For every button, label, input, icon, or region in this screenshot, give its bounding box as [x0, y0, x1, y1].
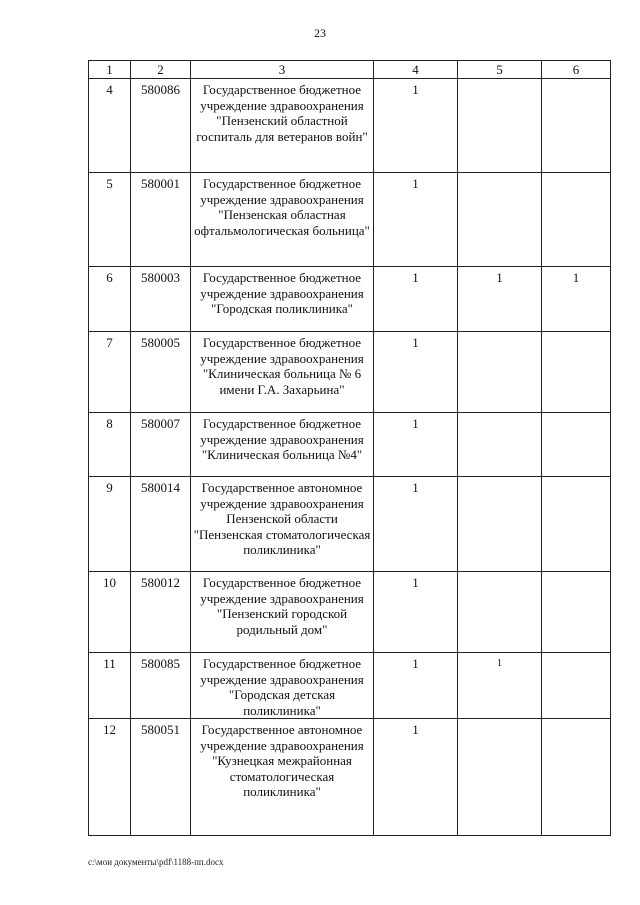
cell-col-4: 1: [374, 477, 458, 572]
cell-col-4: 1: [374, 719, 458, 836]
cell-col-4: 1: [374, 653, 458, 719]
table-row: [89, 572, 611, 653]
cell-col-4: 1: [374, 173, 458, 267]
institution-name: Государственное бюджетное учреждение здравоохранения "Пензенский областной госпиталь для ветеранов войн": [191, 79, 374, 173]
row-number: 10: [89, 572, 131, 653]
cell-col-4: 1: [374, 79, 458, 173]
institution-name: Государственное автономное учреждение здравоохранения Пензенской области "Пензенская стоматологическая поликлиника": [191, 477, 374, 572]
institution-name: Государственное бюджетное учреждение здравоохранения "Городская поликлиника": [191, 267, 374, 332]
cell-col-6: [542, 173, 611, 267]
header-col-3: 3: [191, 61, 374, 79]
row-number: 8: [89, 413, 131, 477]
cell-col-5: 1: [458, 267, 542, 332]
header-col-5: 5: [458, 61, 542, 79]
file-path-footer: c:\мои документы\pdf\1188-пп.docx: [88, 857, 224, 867]
cell-col-6: [542, 79, 611, 173]
row-number: 9: [89, 477, 131, 572]
header-col-2: 2: [131, 61, 191, 79]
table-row: [89, 413, 611, 477]
institution-code: 580005: [131, 332, 191, 413]
header-col-4: 4: [374, 61, 458, 79]
institution-name: Государственное бюджетное учреждение здравоохранения "Клиническая больница №4": [191, 413, 374, 477]
table-row: [89, 477, 611, 572]
header-col-1: 1: [89, 61, 131, 79]
cell-col-5: [458, 173, 542, 267]
cell-col-5: 1: [458, 653, 542, 719]
institution-code: 580086: [131, 79, 191, 173]
institution-name: Государственное бюджетное учреждение здравоохранения "Пензенская областная офтальмологическая больница": [191, 173, 374, 267]
cell-col-6: [542, 332, 611, 413]
table-row: [89, 173, 611, 267]
institution-code: 580051: [131, 719, 191, 836]
cell-col-6: [542, 653, 611, 719]
cell-col-4: 1: [374, 267, 458, 332]
institution-code: 580001: [131, 173, 191, 267]
cell-col-6: [542, 719, 611, 836]
page-number: 23: [314, 26, 326, 40]
cell-col-4: 1: [374, 572, 458, 653]
cell-col-5: [458, 332, 542, 413]
institution-code: 580003: [131, 267, 191, 332]
cell-col-5: [458, 719, 542, 836]
institution-name: Государственное бюджетное учреждение здравоохранения "Городская детская поликлиника": [191, 653, 374, 719]
cell-col-6: [542, 477, 611, 572]
institution-code: 580007: [131, 413, 191, 477]
row-number: 6: [89, 267, 131, 332]
table-row: [89, 332, 611, 413]
cell-col-6: [542, 572, 611, 653]
row-number: 11: [89, 653, 131, 719]
cell-col-5: [458, 572, 542, 653]
institution-code: 580014: [131, 477, 191, 572]
cell-col-5: [458, 79, 542, 173]
cell-col-5: [458, 477, 542, 572]
row-number: 12: [89, 719, 131, 836]
table-row: [89, 79, 611, 173]
table-header-row: [89, 61, 611, 79]
row-number: 4: [89, 79, 131, 173]
cell-col-6: 1: [542, 267, 611, 332]
cell-col-5: [458, 413, 542, 477]
institution-code: 580085: [131, 653, 191, 719]
institution-code: 580012: [131, 572, 191, 653]
cell-col-4: 1: [374, 332, 458, 413]
cell-col-6: [542, 413, 611, 477]
institution-name: Государственное бюджетное учреждение здравоохранения "Клиническая больница № 6 имени Г.А. Захарьина": [191, 332, 374, 413]
table-row: [89, 653, 611, 719]
institutions-table: [88, 60, 611, 836]
institution-name: Государственное бюджетное учреждение здравоохранения "Пензенский городской родильный дом": [191, 572, 374, 653]
cell-col-4: 1: [374, 413, 458, 477]
table-row: [89, 719, 611, 836]
table-row: [89, 267, 611, 332]
row-number: 5: [89, 173, 131, 267]
header-col-6: 6: [542, 61, 611, 79]
institution-name: Государственное автономное учреждение здравоохранения "Кузнецкая межрайонная стоматологическая поликлиника": [191, 719, 374, 836]
row-number: 7: [89, 332, 131, 413]
